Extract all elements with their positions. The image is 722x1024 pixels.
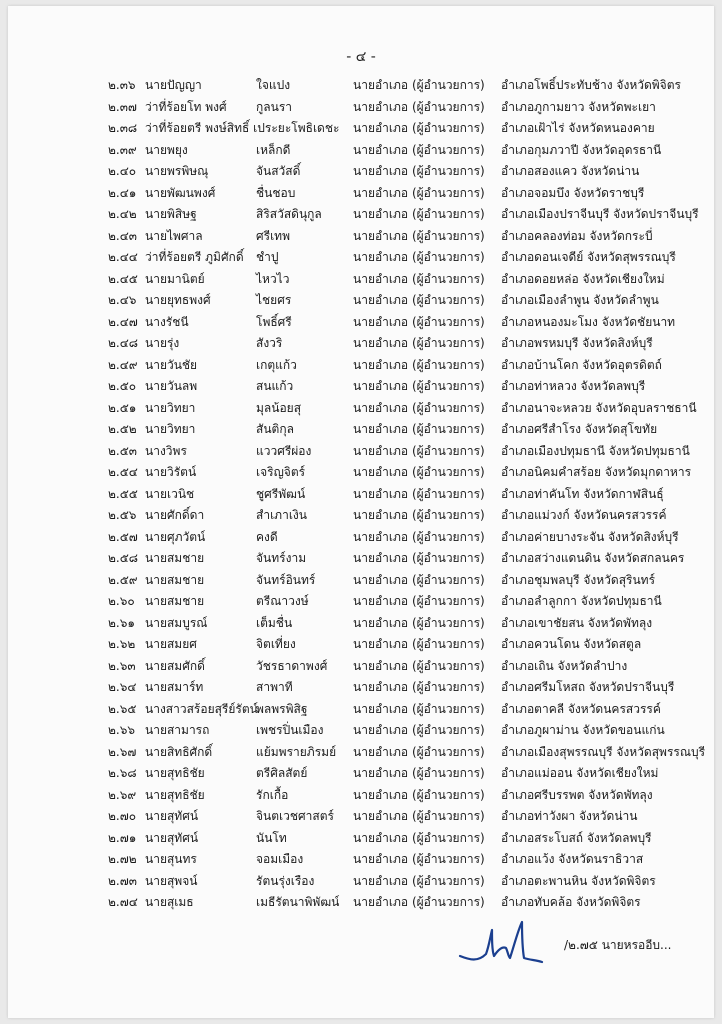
- list-item: [8, 204, 714, 226]
- person-name: นายสามารถ: [145, 723, 210, 737]
- person-surname: เมธีรัตนาพิพัฒน์: [256, 895, 340, 909]
- position-title: นายอำเภอ (ผู้อำนวยการ): [353, 830, 485, 845]
- position-title: นายอำเภอ (ผู้อำนวยการ): [353, 895, 485, 909]
- position-title: นายอำเภอ (ผู้อำนวยการ): [353, 551, 485, 565]
- list-item: [8, 484, 714, 506]
- person-surname: เต็มชื่น: [256, 615, 293, 630]
- position-title: นายอำเภอ (ผู้อำนวยการ): [353, 185, 485, 200]
- position-title: นายอำเภอ (ผู้อำนวยการ): [353, 99, 485, 114]
- district-name: อำเภอเถิน จังหวัดลำปาง: [501, 658, 628, 673]
- person-name: นายวันลพ: [145, 379, 198, 393]
- list-item: [8, 634, 714, 656]
- list-item: [8, 699, 714, 721]
- item-number: ๒.๕๑: [108, 400, 137, 415]
- district-name: อำเภอลำลูกกา จังหวัดปทุมธานี: [501, 594, 662, 608]
- position-title: นายอำเภอ (ผู้อำนวยการ): [353, 572, 485, 587]
- district-name: อำเภอเมืองลำพูน จังหวัดลำพูน: [501, 293, 659, 307]
- position-title: นายอำเภอ (ผู้อำนวยการ): [353, 766, 485, 780]
- position-title: นายอำเภอ (ผู้อำนวยการ): [353, 207, 485, 221]
- list-item: [8, 505, 714, 527]
- person-surname: ไหวไว: [256, 271, 290, 286]
- district-name: อำเภอศรีสำโรง จังหวัดสุโขทัย: [501, 422, 658, 436]
- person-name: นายศักดิ์ดา: [145, 508, 205, 522]
- item-number: ๒.๔๙: [108, 357, 138, 372]
- list-item: [8, 355, 714, 377]
- person-surname: สิริสวัสดินุกูล: [256, 207, 322, 221]
- list-item: [8, 613, 714, 635]
- district-name: อำเภอชุมพลบุรี จังหวัดสุรินทร์: [501, 572, 656, 587]
- item-number: ๒.๓๖: [108, 78, 136, 92]
- list-item: [8, 591, 714, 613]
- person-name: นายรุ่ง: [145, 336, 180, 350]
- district-name: อำเภอเขาชัยสน จังหวัดพัทลุง: [501, 615, 653, 630]
- page-number: - ๔ -: [346, 49, 376, 65]
- person-surname: สันติกุล: [256, 422, 294, 436]
- person-surname: คงดี: [256, 529, 278, 544]
- district-name: อำเภอศรีมโหสถ จังหวัดปราจีนบุรี: [501, 680, 675, 694]
- item-number: ๒.๔๓: [108, 228, 138, 243]
- person-name: นายวิรัตน์: [145, 465, 197, 479]
- person-name: นายสมชาย: [145, 572, 205, 587]
- list-item: [8, 97, 714, 119]
- person-surname: ชูศรีพัฒน์: [256, 486, 306, 501]
- person-name: นายสุทธิชัย: [145, 766, 205, 780]
- person-surname: จินตเวชศาสตร์: [256, 809, 334, 823]
- person-name: นายยุทธพงศ์: [145, 293, 211, 307]
- item-number: ๒.๔๐: [108, 164, 137, 178]
- appointment-list: [8, 75, 714, 914]
- item-number: ๒.๖๗: [108, 744, 137, 759]
- list-item: [8, 871, 714, 893]
- person-name: นายสิทธิศักดิ์: [145, 744, 213, 759]
- district-name: อำเภอเมืองปราจีนบุรี จังหวัดปราจีนบุรี: [501, 207, 699, 221]
- person-name: นางวิพร: [145, 443, 187, 458]
- item-number: ๒.๔๒: [108, 207, 137, 221]
- district-name: อำเภอตาคลี จังหวัดนครสวรรค์: [501, 701, 661, 716]
- person-name: นายวันชัย: [145, 357, 198, 372]
- person-name: นายสุพจน์: [145, 873, 198, 888]
- list-item: [8, 290, 714, 312]
- item-number: ๒.๔๑: [108, 185, 137, 200]
- person-surname: สังวริ: [256, 336, 283, 350]
- position-title: นายอำเภอ (ผู้อำนวยการ): [353, 250, 485, 264]
- district-name: อำเภอเมืองปทุมธานี จังหวัดปทุมธานี: [501, 443, 690, 458]
- person-surname: ศรีเทพ: [256, 228, 290, 243]
- person-surname: สาพาที: [256, 680, 293, 694]
- position-title: นายอำเภอ (ผู้อำนวยการ): [353, 658, 485, 673]
- position-title: นายอำเภอ (ผู้อำนวยการ): [353, 594, 485, 608]
- item-number: ๒.๔๘: [108, 336, 139, 350]
- list-item: [8, 849, 714, 871]
- district-name: อำเภอเฝ้าไร่ จังหวัดหนองคาย: [501, 121, 655, 135]
- document-page: [8, 6, 714, 1018]
- list-item: [8, 161, 714, 183]
- item-number: ๒.๗๐: [108, 809, 137, 823]
- item-number: ๒.๕๗: [108, 529, 138, 544]
- person-name: ว่าที่ร้อยตรี พงษ์สิทธิ์ เประยะโพธิเดชะ: [145, 121, 340, 135]
- district-name: อำเภอภูผาม่าน จังหวัดขอนแก่น: [501, 723, 665, 737]
- district-name: อำเภอตะพานหิน จังหวัดพิจิตร: [501, 873, 656, 888]
- person-surname: รักเกื้อ: [256, 787, 289, 802]
- handwritten-signature: [456, 916, 544, 968]
- position-title: นายอำเภอ (ผู้อำนวยการ): [353, 271, 485, 286]
- person-surname: สนแก้ว: [256, 379, 294, 393]
- person-name: นายสุนทร: [145, 852, 197, 866]
- position-title: นายอำเภอ (ผู้อำนวยการ): [353, 809, 485, 823]
- position-title: นายอำเภอ (ผู้อำนวยการ): [353, 336, 485, 350]
- person-name: นายสุทัศน์: [145, 830, 199, 845]
- list-item: [8, 140, 714, 162]
- position-title: นายอำเภอ (ผู้อำนวยการ): [353, 529, 485, 544]
- item-number: ๒.๕๐: [108, 379, 137, 393]
- district-name: อำเภอท่าหลวง จังหวัดลพบุรี: [501, 379, 646, 393]
- list-item: [8, 376, 714, 398]
- district-name: อำเภอควนโดน จังหวัดสตูล: [501, 637, 642, 651]
- list-item: [8, 763, 714, 785]
- person-name: ว่าที่ร้อยโท พงศ์: [145, 99, 227, 114]
- position-title: นายอำเภอ (ผู้อำนวยการ): [353, 873, 485, 888]
- item-number: ๒.๕๒: [108, 422, 137, 436]
- item-number: ๒.๔๔: [108, 250, 138, 264]
- list-item: [8, 677, 714, 699]
- person-name: นายวิทยา: [145, 400, 196, 415]
- district-name: อำเภอแม่ออน จังหวัดเชียงใหม่: [501, 766, 659, 780]
- person-name: นายปัญญา: [145, 78, 202, 92]
- list-item: [8, 742, 714, 764]
- person-surname: พลพรพิสิฐ: [256, 701, 308, 716]
- person-surname: จันสวัสดิ์: [256, 164, 301, 178]
- district-name: อำเภอค่ายบางระจัน จังหวัดสิงห์บุรี: [501, 529, 679, 544]
- position-title: นายอำเภอ (ผู้อำนวยการ): [353, 379, 485, 393]
- person-surname: นันโท: [256, 830, 287, 845]
- item-number: ๒.๔๖: [108, 293, 137, 307]
- position-title: นายอำเภอ (ผู้อำนวยการ): [353, 701, 485, 716]
- person-name: นายสมบูรณ์: [145, 615, 208, 630]
- district-name: อำเภอภูกามยาว จังหวัดพะเยา: [501, 99, 656, 114]
- list-item: [8, 656, 714, 678]
- position-title: นายอำเภอ (ผู้อำนวยการ): [353, 293, 485, 307]
- item-number: ๒.๕๕: [108, 486, 138, 501]
- district-name: อำเภอทับคล้อ จังหวัดพิจิตร: [501, 895, 641, 909]
- item-number: ๒.๖๒: [108, 637, 136, 651]
- item-number: ๒.๔๕: [108, 271, 138, 286]
- position-title: นายอำเภอ (ผู้อำนวยการ): [353, 615, 485, 630]
- district-name: อำเภอท่าวังผา จังหวัดน่าน: [501, 809, 638, 823]
- position-title: นายอำเภอ (ผู้อำนวยการ): [353, 723, 485, 737]
- person-surname: ใจแปง: [256, 78, 291, 92]
- list-item: [8, 247, 714, 269]
- district-name: อำเภอสว่างแดนดิน จังหวัดสกลนคร: [501, 551, 685, 565]
- person-surname: เพชรปิ่นเมือง: [256, 723, 324, 737]
- list-item: [8, 441, 714, 463]
- position-title: นายอำเภอ (ผู้อำนวยการ): [353, 486, 485, 501]
- person-surname: ไชยศร: [256, 293, 292, 307]
- item-number: ๒.๗๒: [108, 852, 137, 866]
- district-name: อำเภอสระโบสถ์ จังหวัดลพบุรี: [501, 830, 652, 845]
- list-item: [8, 419, 714, 441]
- item-number: ๒.๖๔: [108, 680, 137, 694]
- item-number: ๒.๓๗: [108, 99, 137, 114]
- item-number: ๒.๗๓: [108, 873, 137, 888]
- item-number: ๒.๕๔: [108, 465, 138, 479]
- person-name: ว่าที่ร้อยตรี ภูมิศักดิ์: [145, 250, 244, 264]
- district-name: อำเภอสองแคว จังหวัดน่าน: [501, 164, 640, 178]
- district-name: อำเภอดอยหล่อ จังหวัดเชียงใหม่: [501, 271, 665, 286]
- list-item: [8, 118, 714, 140]
- position-title: นายอำเภอ (ผู้อำนวยการ): [353, 744, 485, 759]
- item-number: ๒.๖๖: [108, 723, 135, 737]
- person-surname: จอมเมือง: [256, 852, 304, 866]
- item-number: ๒.๖๕: [108, 701, 137, 716]
- list-item: [8, 527, 714, 549]
- person-surname: แย้มพรายภิรมย์: [256, 744, 337, 759]
- district-name: อำเภอโพธิ์ประทับช้าง จังหวัดพิจิตร: [501, 78, 681, 92]
- position-title: นายอำเภอ (ผู้อำนวยการ): [353, 787, 485, 802]
- item-number: ๒.๕๘: [108, 551, 139, 565]
- person-surname: ชื่นชอบ: [256, 185, 296, 200]
- position-title: นายอำเภอ (ผู้อำนวยการ): [353, 508, 485, 522]
- position-title: นายอำเภอ (ผู้อำนวยการ): [353, 314, 485, 329]
- item-number: ๒.๖๑: [108, 615, 135, 630]
- item-number: ๒.๖๓: [108, 658, 136, 673]
- list-item: [8, 806, 714, 828]
- list-item: [8, 333, 714, 355]
- item-number: ๒.๓๙: [108, 142, 137, 157]
- district-name: อำเภอแม่วงก์ จังหวัดนครสวรรค์: [501, 508, 667, 522]
- person-name: นายสุเมธ: [145, 895, 194, 909]
- district-name: อำเภอแว้ง จังหวัดนราธิวาส: [501, 852, 644, 866]
- person-name: นายพัฒนพงศ์: [145, 185, 216, 200]
- district-name: อำเภอหนองมะโมง จังหวัดชัยนาท: [501, 314, 676, 329]
- district-name: อำเภอศรีบรรพต จังหวัดพัทลุง: [501, 787, 653, 802]
- item-number: ๒.๖๐: [108, 594, 135, 608]
- person-surname: จิตเที่ยง: [256, 637, 296, 651]
- person-surname: ตรีณาวงษ์: [256, 594, 309, 608]
- person-name: นางสาวสร้อยสุรีย์รัตน์: [145, 701, 258, 716]
- position-title: นายอำเภอ (ผู้อำนวยการ): [353, 852, 485, 866]
- person-surname: ชำปู: [256, 250, 279, 264]
- position-title: นายอำเภอ (ผู้อำนวยการ): [353, 400, 485, 415]
- list-item: [8, 828, 714, 850]
- person-name: นายสมชาย: [145, 551, 205, 565]
- person-name: นายสุทธิชัย: [145, 787, 205, 802]
- position-title: นายอำเภอ (ผู้อำนวยการ): [353, 228, 485, 243]
- list-item: [8, 462, 714, 484]
- item-number: ๒.๖๘: [108, 766, 137, 780]
- person-surname: จันทร์งาม: [256, 551, 307, 565]
- item-number: ๒.๓๘: [108, 121, 138, 135]
- list-item: [8, 183, 714, 205]
- person-name: นายสมชาย: [145, 594, 205, 608]
- list-item: [8, 226, 714, 248]
- district-name: อำเภอบ้านโคก จังหวัดอุตรดิตถ์: [501, 357, 662, 372]
- person-name: นายพิสิษฐ: [145, 207, 197, 221]
- item-number: ๒.๖๙: [108, 787, 137, 802]
- person-surname: ตรีศิลสัตย์: [256, 766, 308, 780]
- list-item: [8, 785, 714, 807]
- district-name: อำเภอนิคมคำสร้อย จังหวัดมุกดาหาร: [501, 465, 692, 479]
- item-number: ๒.๔๗: [108, 314, 138, 329]
- person-surname: กูลนรา: [256, 99, 293, 114]
- person-surname: จันทร์อินทร์: [256, 572, 316, 587]
- district-name: อำเภอดอนเจดีย์ จังหวัดสุพรรณบุรี: [501, 250, 676, 264]
- position-title: นายอำเภอ (ผู้อำนวยการ): [353, 680, 485, 694]
- person-surname: วัชรธาดาพงศ์: [256, 658, 328, 673]
- district-name: อำเภอนาจะหลวย จังหวัดอุบลราชธานี: [501, 400, 697, 415]
- person-name: นายสมยศ: [145, 637, 197, 651]
- district-name: อำเภอกุมภวาปี จังหวัดอุดรธานี: [501, 142, 662, 157]
- item-number: ๒.๕๓: [108, 443, 138, 458]
- list-item: [8, 75, 714, 97]
- person-surname: สำเภาเงิน: [256, 508, 307, 522]
- person-name: นายมานิตย์: [145, 271, 205, 286]
- item-number: ๒.๗๑: [108, 830, 137, 845]
- person-surname: โพธิ์ศรี: [256, 314, 292, 329]
- district-name: อำเภอจอมบึง จังหวัดราชบุรี: [501, 185, 645, 200]
- person-name: นายพยุง: [145, 142, 188, 157]
- position-title: นายอำเภอ (ผู้อำนวยการ): [353, 443, 485, 458]
- district-name: อำเภอท่าคันโท จังหวัดกาฬสินธุ์: [501, 486, 664, 501]
- person-name: นายเวนิช: [145, 486, 195, 501]
- person-name: นายสมศักดิ์: [145, 658, 205, 673]
- person-name: นายศุภวัตน์: [145, 529, 206, 544]
- list-item: [8, 570, 714, 592]
- position-title: นายอำเภอ (ผู้อำนวยการ): [353, 164, 485, 178]
- position-title: นายอำเภอ (ผู้อำนวยการ): [353, 422, 485, 436]
- district-name: อำเภอเมืองสุพรรณบุรี จังหวัดสุพรรณบุรี: [501, 744, 706, 759]
- position-title: นายอำเภอ (ผู้อำนวยการ): [353, 357, 485, 372]
- list-item: [8, 892, 714, 914]
- item-number: ๒.๕๖: [108, 508, 137, 522]
- list-item: [8, 548, 714, 570]
- person-surname: รัตนรุ่งเรือง: [256, 873, 315, 888]
- person-name: นายไพศาล: [145, 228, 203, 243]
- person-name: นายพรพิษณุ: [145, 164, 209, 178]
- continuation-note: /๒.๗๕ นายหรออีบ...: [564, 938, 672, 952]
- person-name: นายวิทยา: [145, 422, 196, 436]
- person-name: นายสมาร์ท: [145, 680, 204, 694]
- position-title: นายอำเภอ (ผู้อำนวยการ): [353, 142, 485, 157]
- person-name: นางรัชนี: [145, 314, 189, 329]
- position-title: นายอำเภอ (ผู้อำนวยการ): [353, 78, 485, 92]
- item-number: ๒.๕๙: [108, 572, 138, 587]
- district-name: อำเภอพรหมบุรี จังหวัดสิงห์บุรี: [501, 336, 653, 350]
- list-item: [8, 720, 714, 742]
- person-surname: เจริญจิตร์: [256, 465, 306, 479]
- position-title: นายอำเภอ (ผู้อำนวยการ): [353, 465, 485, 479]
- position-title: นายอำเภอ (ผู้อำนวยการ): [353, 637, 485, 651]
- person-name: นายสุทัศน์: [145, 809, 199, 823]
- item-number: ๒.๗๔: [108, 895, 138, 909]
- list-item: [8, 398, 714, 420]
- person-surname: เหล็กดี: [256, 142, 291, 157]
- list-item: [8, 269, 714, 291]
- person-surname: แววศรีผ่อง: [256, 443, 312, 458]
- list-item: [8, 312, 714, 334]
- person-surname: มุลน้อยสุ: [256, 400, 302, 415]
- position-title: นายอำเภอ (ผู้อำนวยการ): [353, 121, 485, 135]
- person-surname: เกตุแก้ว: [256, 357, 297, 372]
- district-name: อำเภอคลองท่อม จังหวัดกระบี่: [501, 228, 653, 243]
